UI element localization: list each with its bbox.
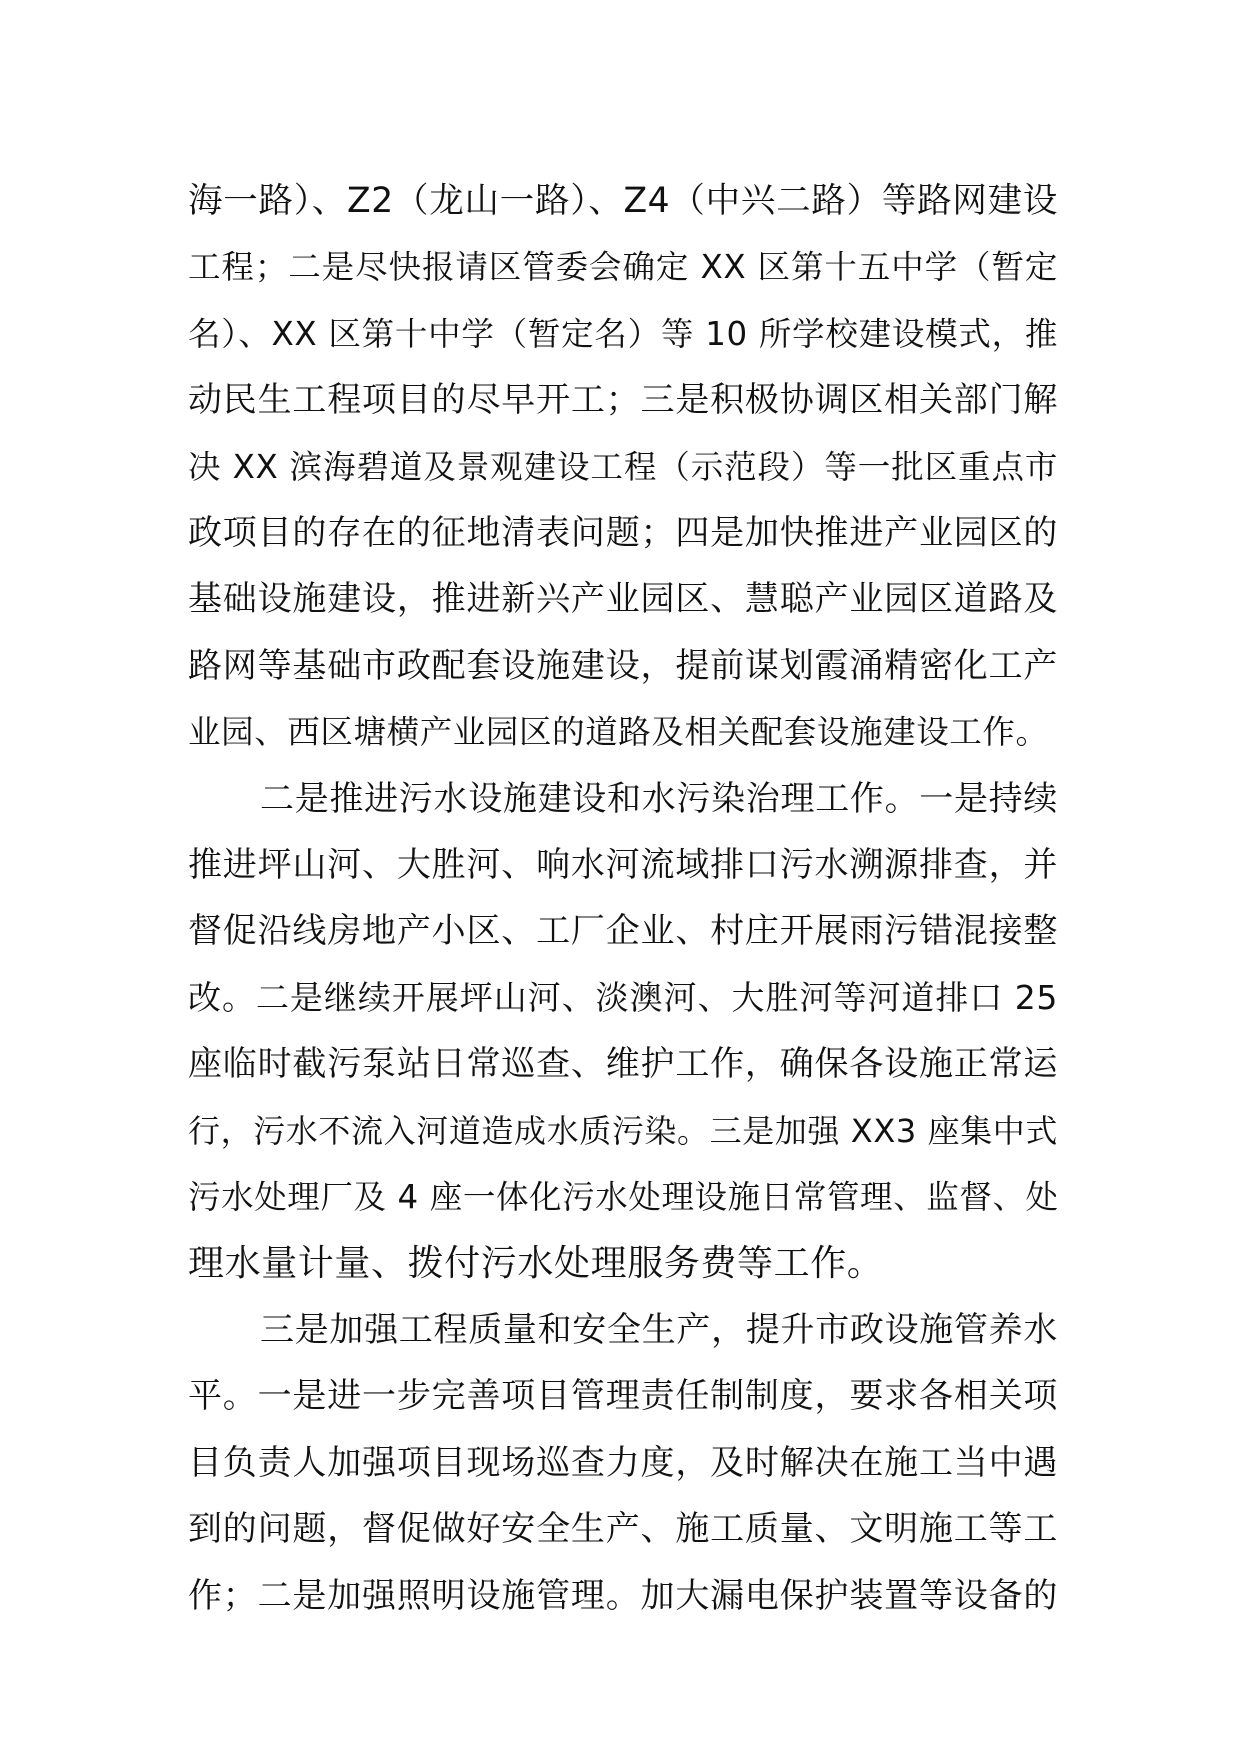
text-line: 业园、西区塘横产业园区的道路及相关配套设施建设工作。 — [188, 713, 1049, 752]
paragraph-2 — [188, 766, 1058, 1297]
text-line: 二是推进污水设施建设和水污染治理工作。一是持续 — [260, 778, 1058, 819]
text-line: 动民生工程项目的尽早开工；三是积极协调区相关部门解 — [188, 380, 1058, 421]
text-line: 改。二是继续开展坪山河、淡澳河、大胜河等河道排口 25 — [188, 977, 1058, 1017]
text-line: 督促沿线房地产小区、工厂企业、村庄开展雨污错混接整 — [188, 911, 1058, 952]
paragraph-3 — [188, 1297, 1058, 1629]
text-line: 路网等基础市政配套设施建设，提前谋划霞涌精密化工产 — [188, 645, 1058, 686]
text-line: 海一路）、Z2（龙山一路）、Z4（中兴二路）等路网建设 — [188, 181, 1058, 221]
text-line: 决 XX 滨海碧道及景观建设工程（示范段）等一批区重点市 — [188, 447, 1058, 486]
text-line: 工程；二是尽快报请区管委会确定 XX 区第十五中学（暂定 — [188, 248, 1058, 287]
text-line: 平。一是进一步完善项目管理责任制制度，要求各相关项 — [188, 1376, 1058, 1417]
text-line: 名）、XX 区第十中学（暂定名）等 10 所学校建设模式，推 — [188, 314, 1058, 353]
text-line: 行，污水不流入河道造成水质污染。三是加强 XX3 座集中式 — [188, 1111, 1058, 1150]
text-line: 基础设施建设，推进新兴产业园区、慧聪产业园区道路及 — [188, 579, 1058, 620]
body-text — [188, 168, 1058, 1629]
paragraph-1 — [188, 168, 1058, 766]
text-line: 三是加强工程质量和安全生产，提升市政设施管养水 — [260, 1309, 1058, 1350]
text-line: 作；二是加强照明设施管理。加大漏电保护装置等设备的 — [188, 1575, 1058, 1616]
text-line: 理水量计量、拨付污水处理服务费等工作。 — [188, 1242, 884, 1284]
text-line: 到的问题，督促做好安全生产、施工质量、文明施工等工 — [188, 1509, 1058, 1550]
text-line: 政项目的存在的征地清表问题；四是加快推进产业园区的 — [188, 513, 1058, 554]
text-line: 污水处理厂及 4 座一体化污水处理设施日常管理、监督、处 — [188, 1178, 1059, 1217]
text-line: 座临时截污泵站日常巡查、维护工作，确保各设施正常运 — [188, 1044, 1058, 1085]
text-line: 目负责人加强项目现场巡查力度，及时解决在施工当中遇 — [188, 1442, 1058, 1483]
text-line: 推进坪山河、大胜河、响水河流域排口污水溯源排查，并 — [188, 845, 1058, 886]
